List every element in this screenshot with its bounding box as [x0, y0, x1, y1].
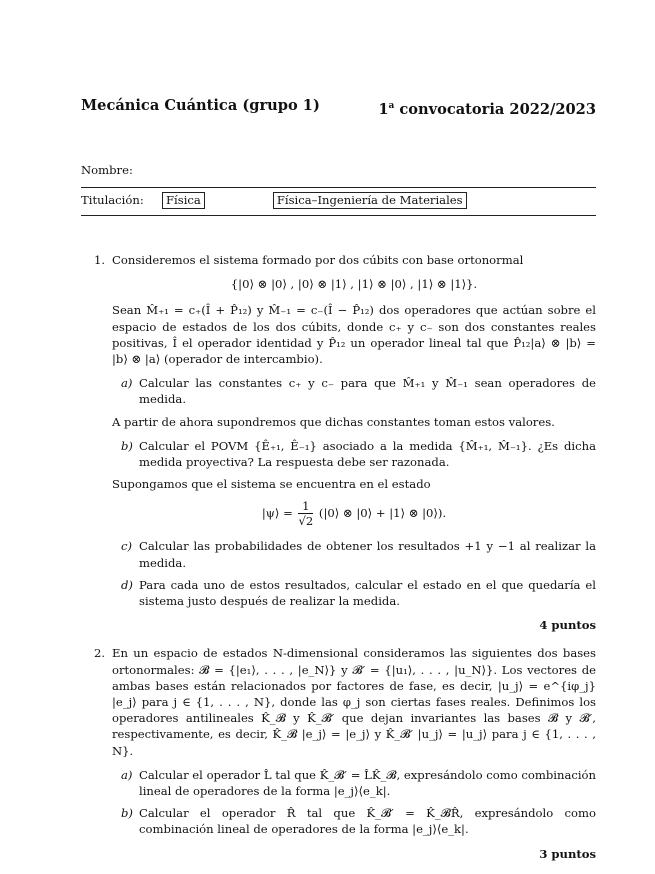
option-fisica-materiales-box: Física–Ingeniería de Materiales [273, 192, 467, 209]
subquestion-text: Calcular el operador L̂ tal que K̂_𝓑′ = L̂K̂_𝓑, expresándolo como combinación lineal de operadores de la forma |e_j⟩⟨e_k|. [139, 767, 596, 799]
subquestion-label: d) [121, 577, 133, 592]
subquestion-b [112, 805, 596, 837]
subquestion-label: a) [121, 767, 133, 782]
subquestion-text: Calcular las constantes c₊ y c₋ para que M̂₊₁ y M̂₋₁ sean operadores de medida. [139, 376, 596, 407]
problem-points: 4 puntos [539, 618, 596, 633]
subquestion-text: Calcular el operador R̂ tal que K̂_𝓑′ = K̂_𝓑R̂, expresándolo como combinación lineal de operadores de la forma |e_j⟩⟨e_k|. [139, 806, 596, 837]
titulacion-row [81, 192, 467, 209]
subquestion-text: Para cada uno de estos resultados, calcular el estado en el que quedaría el sistema justo después de realizar la medida. [139, 577, 596, 609]
course-title: Mecánica Cuántica (grupo 1) [81, 97, 320, 114]
fraction-denominator: √2 [298, 514, 314, 529]
divider-bottom [81, 215, 596, 216]
nombre-label: Nombre: [81, 163, 133, 177]
divider-top [81, 187, 596, 188]
problem-number: 2. [94, 646, 106, 661]
titulacion-label: Titulación: [81, 193, 144, 208]
problem-number: 1. [94, 253, 106, 267]
option-fisica-box: Física [162, 192, 205, 209]
state-intro: Supongamos que el sistema se encuentra en el estado [112, 477, 431, 492]
subquestion-text: Calcular el POVM {Ê₊₁, Ê₋₁} asociado a la medida {M̂₊₁, M̂₋₁}. ¿Es dicha medida proyectiva? La respuesta debe ser razonada. [139, 438, 596, 470]
subquestion-label: b) [121, 806, 133, 821]
problem-intro: En un espacio de estados N-dimensional consideramos las siguientes dos bases ortonormales: 𝓑 = {|e₁⟩, . . . , |e_N⟩} y 𝓑′ = {|u₁⟩, . . . , |u_N⟩}. Los vectores de ambas bases están relacionados por factores de fase, es decir, |u_j⟩ = e^{iφ_j} |e_j⟩ para j ∈ {1, . . . , N}, donde las φ_j son ciertas fases reales. Definimos los operadores antilineales K̂_𝓑 y K̂_𝓑′ que dejan invariantes las bases 𝓑 y 𝓑′, respectivamente, es decir, K̂_𝓑 |e_j⟩ = |e_j⟩ y K̂_𝓑′ |u_j⟩ = |u_j⟩ para j ∈ {1, . . . , N}. [112, 646, 596, 758]
subquestion-label: c) [121, 539, 133, 554]
problems-section [81, 252, 596, 874]
subquestion-label: a) [121, 376, 133, 391]
assumption-text: A partir de ahora supondremos que dichas constantes toman estos valores. [112, 414, 555, 429]
state-equation [112, 500, 596, 528]
problem-points: 3 puntos [539, 846, 596, 861]
subquestion-label: b) [121, 438, 133, 453]
subquestion-text: Calcular las probabilidades de obtener los resultados +1 y −1 al realizar la medida. [139, 539, 596, 570]
problem-2 [81, 645, 596, 861]
problem-1 [81, 252, 596, 633]
basis-equation: {|0⟩ ⊗ |0⟩ , |0⟩ ⊗ |1⟩ , |1⟩ ⊗ |0⟩ , |1⟩ ⊗ |1⟩}. [230, 277, 478, 292]
subquestion-a [112, 767, 596, 799]
operators-definition: Sean M̂₊₁ = c₊(Î + P̂₁₂) y M̂₋₁ = c₋(Î − P̂₁₂) dos operadores que actúan sobre el espacio de estados de los dos cúbits, donde c₊ y c₋ son dos constantes reales positivas, Î el operador identidad y P̂₁₂ un operador lineal tal que P̂₁₂|a⟩ ⊗ |b⟩ = |b⟩ ⊗ |a⟩ (operador de intercambio). [112, 303, 596, 367]
state-rhs: (|0⟩ ⊗ |0⟩ + |1⟩ ⊗ |0⟩). [318, 506, 447, 521]
session-title: 1$^a$ convocatoria 2022/2023 [378, 100, 596, 118]
fraction-numerator: 1 [298, 500, 313, 514]
subquestion-b [112, 438, 596, 470]
state-lhs: |ψ⟩ = [261, 506, 293, 521]
problem-intro: Consideremos el sistema formado por dos cúbits con base ortonormal [112, 253, 524, 267]
subquestion-c [112, 538, 596, 570]
subquestion-a [112, 375, 596, 407]
subquestion-d [112, 577, 596, 609]
fraction [298, 500, 313, 528]
exam-header [81, 98, 596, 118]
